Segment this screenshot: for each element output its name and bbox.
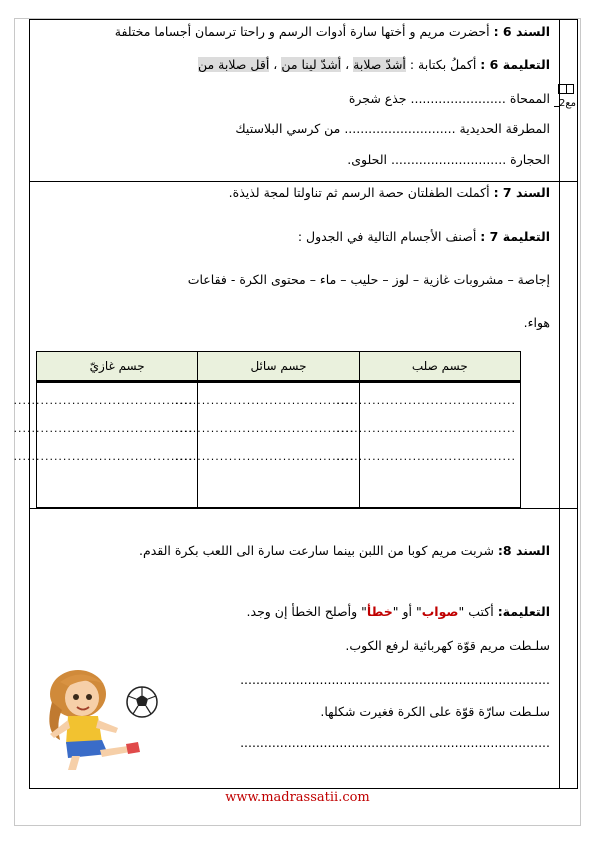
girl-shirt	[66, 716, 102, 744]
correct-word: صواب	[421, 604, 459, 619]
section6-line-3: الحجارة ............................. الحلوى.	[347, 152, 550, 167]
section7-instruction-text: أصنف الأجسام التالية في الجدول :	[297, 229, 477, 244]
section8-prompt-label: السند 8:	[497, 543, 550, 558]
section6-prompt-label: السند 6 :	[493, 24, 550, 39]
grade-label: مع2	[558, 98, 576, 109]
section8-prompt	[139, 543, 550, 559]
section6-prompt-text: أحضرت مريم و أختها سارة أدوات الرسم و راحتا ترسمان أجساما مختلفة	[114, 24, 490, 39]
section6-line-1: الممحاة ........................ جذع شجرة	[348, 91, 550, 106]
section8-answer-line-1[interactable]: ..............................................................................	[240, 672, 550, 687]
section7-items-line-1: إجاصة – مشروبات غازية – لوز – حليب – ماء – محتوى الكرة - فقاعات	[187, 272, 550, 287]
header-solid: جسم صلب	[359, 352, 520, 382]
option-less-hard: أقل صلابة من	[197, 57, 270, 72]
section7-prompt	[229, 185, 550, 201]
section8-prompt-text: شربت مريم كوبا من اللبن بينما سارعت سارة الى اللعب بكرة القدم.	[138, 543, 494, 558]
girl-face	[65, 680, 99, 716]
section6-prompt	[115, 24, 550, 40]
section6-instruction: التعليمة 6 : أكملُ بكتابة : أشدّ صلابة ، أشدّ لينا من ، أقل صلابة من	[197, 57, 550, 72]
section7-items-line-2: هواء.	[523, 315, 550, 330]
classification-table	[13, 351, 521, 508]
header-liquid: جسم سائل	[198, 352, 359, 382]
section8-statement-1: سلـطت مريم قوّة كهربائية لرفع الكوب.	[345, 638, 550, 653]
option-harder: أشدّ صلابة	[353, 57, 406, 72]
option-softer: أشدّ لينا من	[281, 57, 342, 72]
section8-answer-line-2[interactable]: ..............................................................................	[240, 735, 550, 750]
wrong-word: خطأ	[366, 604, 393, 619]
header-gas: جسم غازيّ	[37, 352, 198, 382]
girl-with-ball-illustration	[38, 662, 162, 772]
liquid-answer-cell[interactable]: ........................................ ........................................ ........................................	[198, 382, 359, 508]
gas-answer-cell[interactable]: ........................................ ........................................ ........................................	[37, 382, 198, 508]
grade-score-cells	[558, 84, 574, 94]
section-divider-8	[30, 508, 577, 509]
section6-line-2: المطرقة الحديدية ............................ من كرسي البلاستيك	[235, 121, 550, 136]
section7-instruction-label: التعليمة 7 :	[480, 229, 550, 244]
grade-column-divider	[559, 20, 560, 788]
section7-prompt-label: السند 7 :	[493, 185, 550, 200]
football-icon	[127, 687, 157, 717]
section8-instruction: التعليمة: أكتب "صواب" أو "خطأ" وأصلح الخطأ إن وجد.	[246, 604, 550, 619]
grade-box	[558, 84, 574, 120]
section6-instruction-text: أكملُ بكتابة :	[409, 57, 477, 72]
section8-statement-2: سلـطت سارّة قوّة على الكرة فغيرت شكلها.	[320, 704, 550, 719]
section7-prompt-text: أكملت الطفلتان حصة الرسم ثم تناولتا لمجة لذيذة.	[228, 185, 490, 200]
footer-url[interactable]: www.madrassatii.com	[225, 790, 370, 805]
solid-answer-cell[interactable]: ........................................ ........................................ ........................................	[359, 382, 520, 508]
section6-instruction-label: التعليمة 6 :	[480, 57, 550, 72]
section8-instruction-label: التعليمة:	[497, 604, 550, 619]
section7-instruction	[298, 229, 550, 245]
section-divider-7	[30, 181, 577, 182]
